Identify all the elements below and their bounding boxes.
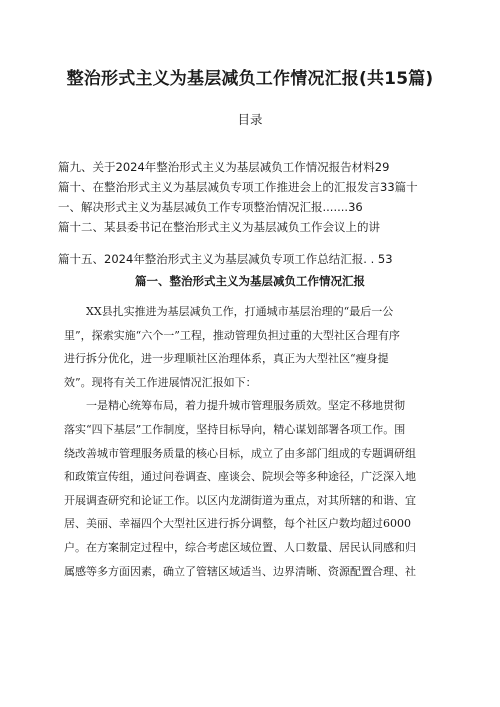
paragraph-line: 效”。现将有关工作进展情况汇报如下： — [64, 375, 257, 389]
paragraph-line: XX县扎实推进为基层减负工作，打通城市基层治理的“最后一公 — [86, 305, 394, 318]
document-title: 整治形式主义为基层减负工作情况汇报(共15篇) — [66, 69, 434, 89]
paragraph-line: 户。在方案制定过程中，综合考虑区域位置、人口数量、居民认同感和归 — [64, 540, 416, 554]
paragraph-line: 开展调查研究和论证工作。以区内龙湖街道为重点，对其所辖的和谐、宜 — [64, 493, 416, 507]
paragraph-line: 属感等多方面因素，确立了管辖区域适当、边界清晰、资源配置合理、社 — [64, 564, 416, 578]
paragraph-line: 里”，探索实施“六个一”工程，推动管理负担过重的大型社区合理有序 — [64, 328, 400, 342]
toc-entry[interactable]: 篇九、关于2024年整治形式主义为基层减负工作情况报告材料29 — [58, 160, 390, 174]
paragraph-line: 绕改善城市管理服务质量的核心目标，成立了由多部门组成的专题调研组 — [64, 446, 416, 460]
toc-entry[interactable]: 一、解决形式主义为基层减负工作专项整治情况汇报.......36 — [58, 200, 363, 214]
paragraph-line: 一是精心统筹布局，着力提升城市管理服务质效。坚定不移地贯彻 — [86, 399, 405, 413]
toc-entry[interactable]: 篇十五、2024年整治形式主义为基层减负专项工作总结汇报. . 53 — [58, 252, 393, 266]
paragraph-line: 居、美丽、幸福四个大型社区进行拆分调整，每个社区户数均超过6000 — [64, 517, 411, 531]
toc-entry[interactable]: 篇十、在整治形式主义为基层减负专项工作推进会上的汇报发言33篇十 — [58, 180, 418, 194]
toc-block-lower — [58, 249, 458, 269]
paragraph-line: 落实“四下基层”工作制度，坚持目标导向，精心谋划部署各项工作。围 — [64, 422, 406, 436]
body-text — [64, 300, 460, 583]
paragraph-line: 和政策宣传组，通过问卷调查、座谈会、院坝会等多种途径，广泛深入地 — [64, 470, 416, 484]
section-title: 篇一、整治形式主义为基层减负工作情况汇报 — [135, 274, 365, 288]
toc-block — [58, 157, 458, 237]
toc-heading: 目录 — [237, 112, 263, 127]
toc-entry[interactable]: 篇十二、某县委书记在整治形式主义为基层减负工作会议上的讲 — [58, 220, 380, 234]
paragraph-line: 进行拆分优化，进一步理顺社区治理体系，真正为大型社区“瘦身提 — [64, 352, 389, 366]
